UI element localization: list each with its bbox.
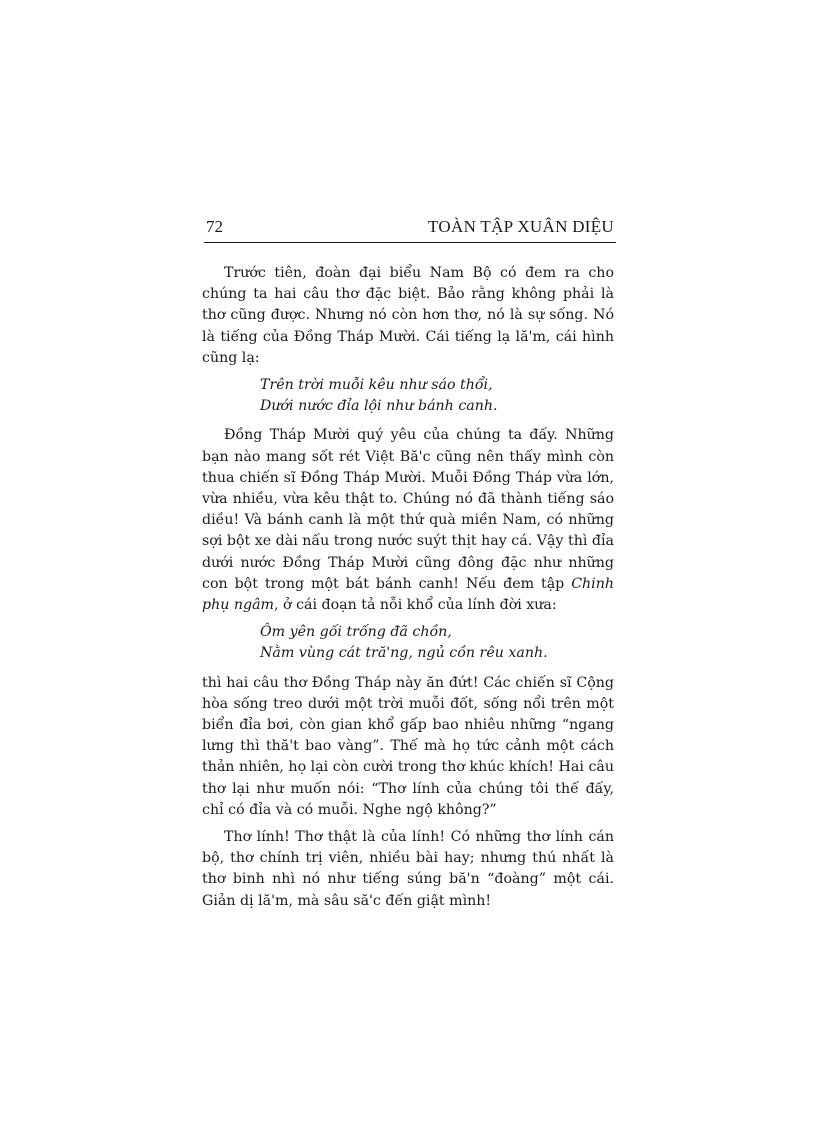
verse-line: Ôm yên gối trống đã chồn,: [260, 624, 452, 641]
paragraph-4: Thơ lính! Thơ thật là của lính! Có những thơ lính cán bộ, thơ chính trị viên, nhiều bài hay; nhưng thú nhất là thơ binh nhì nó như tiếng súng bă'n “đoàng” một cái. Giản dị lă'm, mà sâu să'c đến giật mình!: [202, 829, 614, 909]
page-header: [204, 216, 616, 243]
body-text: [202, 263, 614, 918]
paragraph-2-tail: , ở cái đoạn tả nỗi khổ của lính đời xưa:: [274, 597, 557, 614]
book-title-chinh-phu-ngam: Chinh phụ ngâm: [202, 575, 614, 614]
paragraph-1: Trước tiên, đoàn đại biểu Nam Bộ có đem ra cho chúng ta hai câu thơ đặc biệt. Bảo rằng không phải là thơ cũng được. Nhưng nó còn hơn thơ, nó là sự sống. Nó là tiếng của Đồng Tháp Mười. Cái tiếng lạ lă'm, cái hình cũng lạ:: [202, 265, 614, 366]
verse-block-1: [260, 375, 614, 417]
verse-line: Trên trời muỗi kêu như sáo thổi,: [260, 377, 493, 394]
verse-block-2: [260, 622, 614, 664]
page-number: 72: [206, 217, 223, 236]
verse-line: Nằm vùng cát tră'ng, ngủ cồn rêu xanh.: [260, 645, 548, 662]
running-title: TOÀN TẬP XUÂN DIỆU: [428, 217, 614, 236]
paragraph-3: thì hai câu thơ Đồng Tháp này ăn đứt! Các chiến sĩ Cộng hòa sống treo dưới một trời muỗi đốt, sống nổi trên một biển đỉa bơi, còn gian khổ gấp bao nhiêu những “ngang lưng thì thă't bao vàng”. Thế mà họ tức cảnh một cách thản nhiên, họ lại còn cười trong thơ khúc khích! Hai câu thơ lại như muốn nói: “Thơ lính của chúng tôi thế đấy, chỉ có đỉa và có muỗi. Nghe ngộ không?”: [202, 674, 614, 818]
paragraph-2: [202, 425, 614, 616]
paragraph-2-text: Đồng Tháp Mười quý yêu của chúng ta đấy. Những bạn nào mang sốt rét Việt Bă'c cũng nên thấy mình còn thua chiến sĩ Đồng Tháp Mười. Muỗi Đồng Tháp vừa lớn, vừa nhiều, vừa kêu thật to. Chúng nó đã thành tiếng sáo diều! Và bánh canh là một thứ quà miền Nam, có những sợi bột xe dài nấu trong nước suýt thịt hay cá. Vậy thì đỉa dưới nước Đồng Tháp Mười cũng đông đặc như những con bột trong một bát bánh canh! Nếu đem tập: [202, 427, 614, 592]
verse-line: Dưới nước đỉa lội như bánh canh.: [260, 398, 498, 415]
